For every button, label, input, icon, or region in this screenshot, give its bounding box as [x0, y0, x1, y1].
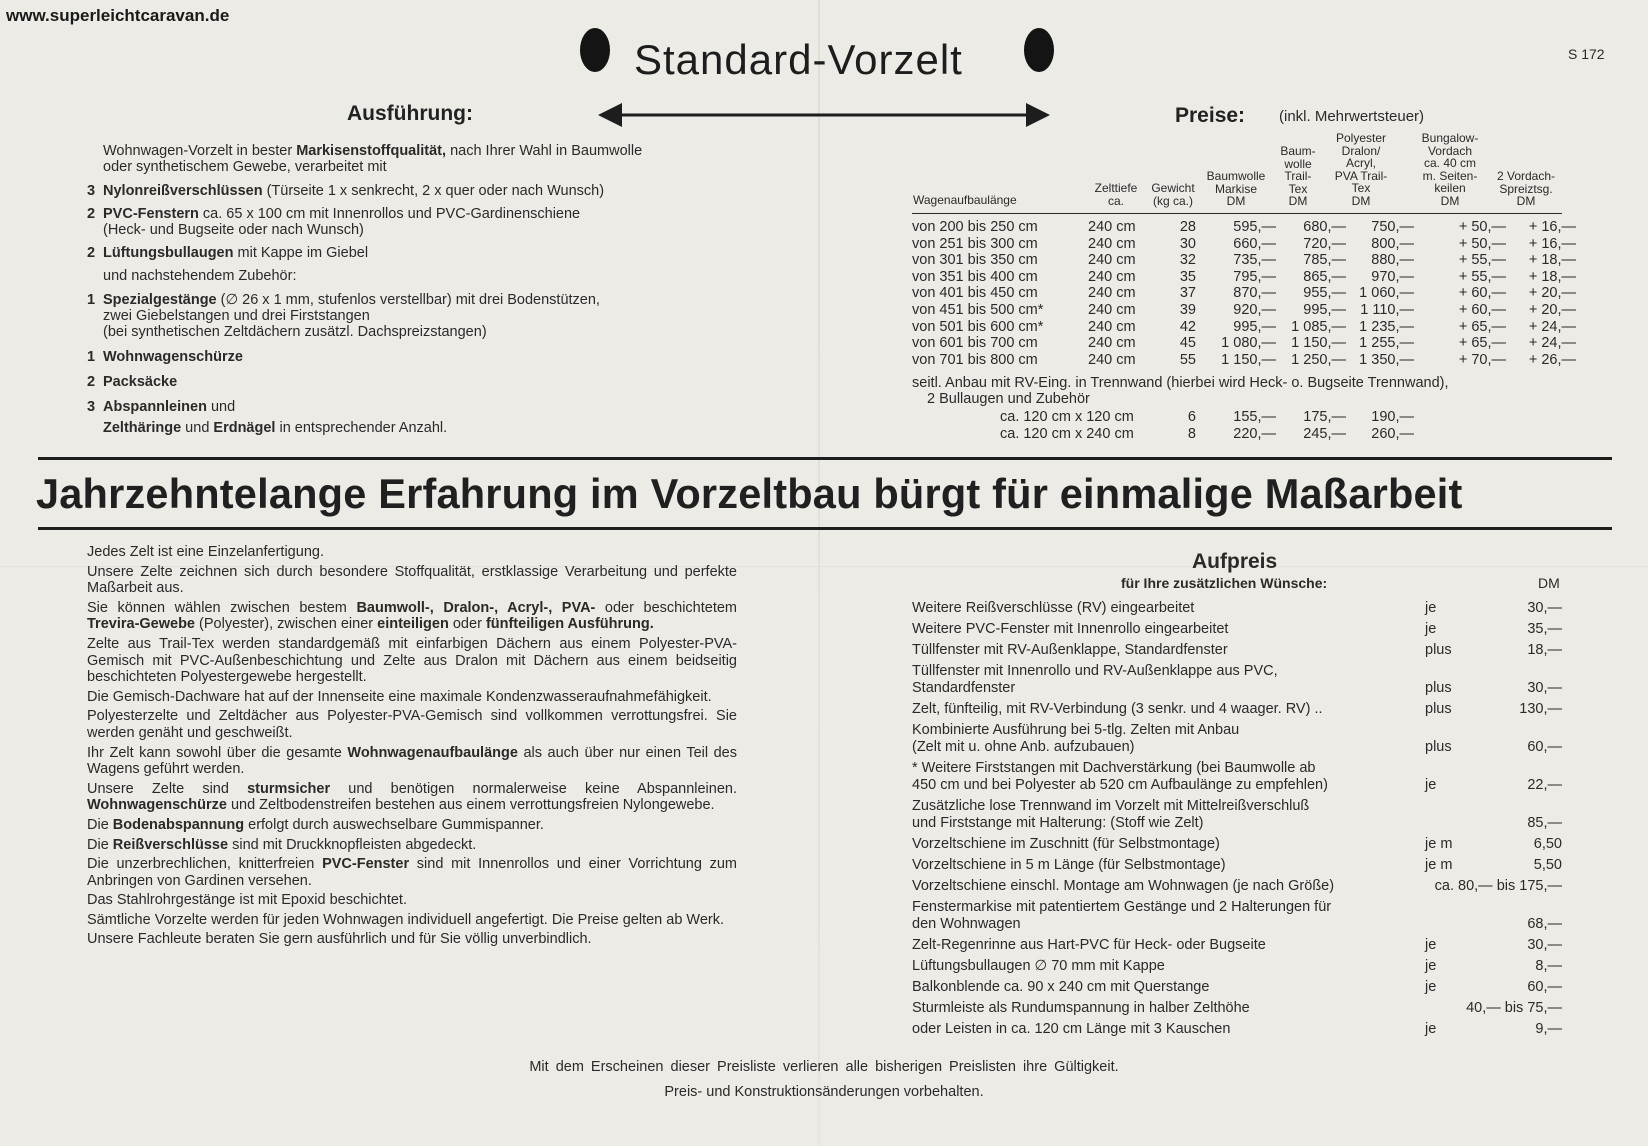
aufpreis-price: 22,—: [1527, 777, 1562, 793]
table-cell: 8: [1187, 426, 1196, 442]
table-cell: 1 110,—: [1360, 302, 1414, 318]
banner-rule-bottom: [38, 527, 1612, 530]
aufpreis-unit: plus: [1425, 701, 1452, 717]
table-cell: von 401 bis 450 cm: [912, 285, 1038, 302]
aufpreis-item: [912, 600, 1562, 617]
aufpreis-price: 8,—: [1535, 958, 1562, 974]
table-cell: 680,—: [1303, 219, 1346, 235]
table-cell: 6: [1187, 409, 1196, 425]
table-cell: + 18,—: [1528, 252, 1576, 269]
table-cell: + 26,—: [1528, 351, 1576, 368]
aufpreis-price: 130,—: [1519, 701, 1562, 717]
description-paragraph: Sie können wählen zwischen bestem Baumwoll-, Dralon-, Acryl-, PVA- oder beschichtetem Trevira-Gewebe (Polyester), zwischen einer einteiligen oder fünfteiligen Ausführung.: [87, 599, 737, 633]
aufpreis-item: [912, 621, 1562, 638]
aufpreis-description: Vorzeltschiene im Zuschnitt (für Selbstmontage): [912, 836, 1220, 852]
description-paragraph: Ihr Zelt kann sowohl über die gesamte Wohnwagenaufbaulänge als auch über nur einen Teil des Wagens geführt werden.: [87, 744, 737, 778]
aufpreis-description: Zelt, fünfteilig, mit RV-Verbindung (3 senkr. und 4 waager. RV) ..: [912, 701, 1323, 717]
aufpreis-unit: je: [1425, 621, 1437, 637]
aufpreis-price: 35,—: [1527, 621, 1562, 637]
aufpreis-description: Balkonblende ca. 90 x 240 cm mit Querstange: [912, 979, 1210, 995]
description-paragraph: Jedes Zelt ist eine Einzelanfertigung.: [87, 544, 324, 560]
aufpreis-item: [912, 857, 1562, 874]
aufpreis-description: Kombinierte Ausführung bei 5-tlg. Zelten mit Anbau: [912, 722, 1240, 738]
table-cell: 55: [1179, 351, 1196, 368]
table-cell: 800,—: [1371, 235, 1414, 252]
table-cell: + 16,—: [1528, 219, 1576, 235]
aufpreis-unit: plus: [1425, 739, 1452, 755]
aufpreis-price: 6,50: [1533, 836, 1562, 852]
table-row: [912, 318, 1576, 336]
aufpreis-unit: je m: [1425, 857, 1453, 873]
table-cell: ca. 120 cm x 240 cm: [1000, 426, 1134, 442]
table-cell: 1 255,—: [1359, 335, 1414, 352]
table-cell: 32: [1179, 252, 1196, 269]
aufpreis-item: [912, 836, 1562, 853]
aufpreis-description: Weitere PVC-Fenster mit Innenrollo eingearbeitet: [912, 621, 1229, 637]
col-header-trailtex: Baum- wolle Trail- Tex DM: [1280, 144, 1316, 208]
intro-line-1: Wohnwagen-Vorzelt in bester Markisenstoffqualität, nach Ihrer Wahl in Baumwolle: [103, 143, 643, 159]
col-header-weight: Gewicht (kg ca.): [1151, 181, 1195, 208]
table-cell: 1 235,—: [1359, 318, 1414, 335]
aufpreis-description: 450 cm und bei Polyester ab 520 cm Aufbaulänge zu empfehlen): [912, 777, 1328, 793]
preise-heading: Preise:: [1175, 104, 1246, 127]
table-cell: 45: [1179, 335, 1196, 352]
table-cell: 39: [1179, 302, 1196, 318]
aufpreis-price: 30,—: [1527, 600, 1562, 616]
site-watermark: www.superleichtcaravan.de: [6, 6, 230, 25]
table-cell: von 251 bis 300 cm: [912, 235, 1038, 252]
description-paragraph: Die Gemisch-Dachware hat auf der Innenseite eine maximale Kondenzwasseraufnahmefähigkeit.: [87, 688, 712, 705]
aufpreis-unit: je: [1425, 979, 1437, 995]
table-cell: + 50,—: [1458, 219, 1506, 235]
table-row: [912, 285, 1576, 302]
table-cell: 1 060,—: [1359, 285, 1414, 302]
table-cell: 595,—: [1233, 219, 1276, 235]
table-cell: + 55,—: [1458, 252, 1506, 269]
table-cell: + 20,—: [1528, 302, 1576, 318]
aufpreis-item: [912, 642, 1562, 659]
col-header-bungalow: Bungalow- Vordach ca. 40 cm m. Seiten- keilen DM: [1421, 131, 1479, 208]
col-header-polyester: Polyester Dralon/ Acryl, PVA Trail- Tex DM: [1334, 131, 1388, 208]
table-cell: 240 cm: [1088, 335, 1136, 352]
annex-note: 2 Bullaugen und Zubehör: [927, 391, 1090, 407]
col-header-length: Wagenaufbaulänge: [913, 193, 1017, 207]
aufpreis-subheading: für Ihre zusätzlichen Wünsche:: [1121, 575, 1328, 591]
table-cell: 240 cm: [1088, 302, 1136, 318]
aufpreis-currency: DM: [1538, 575, 1560, 591]
aufpreis-unit: je: [1425, 777, 1437, 793]
description-paragraph: Das Stahlrohrgestänge ist mit Epoxid beschichtet.: [87, 892, 407, 909]
aufpreis-item: [912, 958, 1562, 975]
aufpreis-price: 18,—: [1527, 642, 1562, 658]
aufpreis-unit: je: [1425, 937, 1437, 953]
aufpreis-description: Fenstermarkise mit patentiertem Gestänge und 2 Halterungen für: [912, 899, 1332, 915]
table-cell: 190,—: [1371, 409, 1414, 425]
aufpreis-item: [912, 722, 1562, 756]
aufpreis-description: Tüllfenster mit RV-Außenklappe, Standardfenster: [912, 642, 1228, 658]
table-cell: 660,—: [1233, 235, 1276, 252]
aufpreis-item: [912, 937, 1562, 954]
table-cell: 240 cm: [1088, 318, 1136, 335]
table-cell: 155,—: [1233, 409, 1276, 425]
table-cell: von 601 bis 700 cm: [912, 335, 1038, 352]
description-paragraph: Zelte aus Trail-Tex werden standardgemäß mit einfarbigen Dächern aus einem Polyester-PVA-Gemisch mit PVC-Außenbeschichtung und Zelte aus Dralon mit Dächern aus einem beidseitig beschichteten Polyestergewebe hergestellt.: [87, 635, 737, 686]
aufpreis-unit: je: [1425, 1021, 1437, 1037]
aufpreis-item: [912, 663, 1562, 697]
banner-rule-top: [38, 457, 1612, 460]
description-paragraph: Unsere Fachleute beraten Sie gern ausführlich und für Sie völlig unverbindlich.: [87, 931, 592, 948]
table-cell: + 24,—: [1528, 335, 1576, 352]
aufpreis-description: den Wohnwagen: [912, 916, 1021, 932]
aufpreis-price: 60,—: [1527, 739, 1562, 755]
table-cell: 1 150,—: [1291, 335, 1346, 352]
aufpreis-price: 85,—: [1527, 815, 1562, 831]
footer-validity: Mit dem Erscheinen dieser Preisliste verlieren alle bisherigen Preislisten ihre Gültigkeit.: [529, 1059, 1119, 1075]
table-cell: ca. 120 cm x 120 cm: [1000, 409, 1134, 425]
table-cell: von 200 bis 250 cm: [912, 219, 1038, 235]
table-cell: von 701 bis 800 cm: [912, 351, 1038, 368]
table-cell: 1 085,—: [1291, 318, 1346, 335]
aufpreis-description: Tüllfenster mit Innenrollo und RV-Außenklappe aus PVC,: [912, 663, 1278, 679]
table-cell: 240 cm: [1088, 252, 1136, 269]
table-cell: 30: [1179, 235, 1196, 252]
table-cell: 220,—: [1233, 426, 1276, 442]
aufpreis-price: 40,— bis 75,—: [1466, 1000, 1562, 1016]
table-cell: + 65,—: [1458, 335, 1506, 352]
aufpreis-item: [912, 878, 1562, 895]
table-cell: + 24,—: [1528, 318, 1576, 335]
table-cell: + 60,—: [1458, 285, 1506, 302]
col-header-depth: Zelttiefe ca.: [1094, 181, 1138, 208]
description-paragraph: Polyesterzelte und Zeltdächer aus Polyester-PVA-Gemisch sind vollkommen verrottungsfrei. Sie werden genäht und geschweißt.: [87, 708, 737, 741]
aufpreis-description: Sturmleiste als Rundumspannung in halber Zelthöhe: [912, 1000, 1250, 1016]
page-title: Standard-Vorzelt: [634, 36, 963, 83]
table-cell: 175,—: [1303, 409, 1346, 425]
table-cell: 28: [1179, 219, 1196, 235]
table-cell: 785,—: [1303, 252, 1346, 269]
table-row: [912, 351, 1576, 369]
table-cell: 260,—: [1371, 426, 1414, 442]
col-header-spreiz: 2 Vordach- Spreiztsg. DM: [1496, 169, 1556, 208]
aufpreis-item: [912, 798, 1562, 832]
aufpreis-price: 60,—: [1527, 979, 1562, 995]
aufpreis-item: [912, 760, 1562, 794]
annex-row: [912, 409, 1562, 426]
aufpreis-item: [912, 899, 1562, 933]
aufpreis-unit: je m: [1425, 836, 1453, 852]
table-row: [912, 252, 1576, 269]
table-cell: 995,—: [1233, 318, 1276, 335]
aufpreis-description: Weitere Reißverschlüsse (RV) eingearbeitet: [912, 600, 1195, 616]
aufpreis-heading: Aufpreis: [1192, 550, 1278, 573]
description-text: [87, 544, 737, 951]
aufpreis-description: (Zelt mit u. ohne Anb. aufzubauen): [912, 739, 1135, 755]
tax-note: (inkl. Mehrwertsteuer): [1279, 108, 1425, 125]
ausfuehrung-list: Wohnwagen-Vorzelt in bester Markisenstoffqualität, nach Ihrer Wahl in Baumwolle oder synthetischem Gewebe, verarbeitet mit 3 Nylonreißverschlüssen (Türseite 1 x senkrecht, 2 x quer oder nach Wunsch) 2 PVC-Fenstern ca. 65 x 100 cm mit Innenrollos und PVC-Gardinenschiene (Heck- und Bugseite oder nach Wunsch) 2 Lüftungsbullaugen mit Kappe im Giebel und nachstehendem Zubehör: 1 Spezialgestänge (∅ 26 x 1 mm, stufenlos verstellbar) mit drei Bodenstützen, zwei Giebelstangen und drei Firststangen (bei synthetischen Zeltdächern zusätzl. Dachspreizstangen) 1 Wohnwagenschürze 2 Packsäcke 3 Abspannleinen und Zelthäringe und Erdnägel in entsprechender Anzahl.: [87, 143, 643, 436]
intro-line-2: oder synthetischem Gewebe, verarbeitet mit: [103, 159, 387, 175]
table-cell: 870,—: [1233, 285, 1276, 302]
description-paragraph: Die Reißverschlüsse sind mit Druckknopfleisten abgedeckt.: [87, 836, 477, 853]
table-cell: + 50,—: [1458, 235, 1506, 252]
table-cell: 1 150,—: [1221, 351, 1276, 368]
aufpreis-unit: je: [1425, 600, 1437, 616]
table-cell: 240 cm: [1088, 351, 1136, 368]
aufpreis-description: Zusätzliche lose Trennwand im Vorzelt mit Mittelreißverschluß: [912, 798, 1310, 814]
table-row: [912, 302, 1576, 319]
table-cell: 865,—: [1303, 268, 1346, 285]
table-cell: 720,—: [1303, 235, 1346, 252]
table-cell: von 351 bis 400 cm: [912, 268, 1038, 285]
table-cell: 240 cm: [1088, 268, 1136, 285]
table-cell: 970,—: [1371, 268, 1414, 285]
aufpreis-description: Standardfenster: [912, 680, 1016, 696]
aufpreis-price: 30,—: [1527, 937, 1562, 953]
table-cell: + 70,—: [1458, 351, 1506, 368]
description-paragraph: Die Bodenabspannung erfolgt durch auswechselbare Gummispanner.: [87, 816, 544, 833]
col-header-cotton: Baumwolle Markise DM: [1206, 169, 1266, 208]
aufpreis-description: Zelt-Regenrinne aus Hart-PVC für Heck- oder Bugseite: [912, 937, 1266, 953]
table-cell: 245,—: [1303, 426, 1346, 442]
table-cell: 240 cm: [1088, 235, 1136, 252]
aufpreis-item: [912, 979, 1562, 996]
aufpreis-unit: je: [1425, 958, 1437, 974]
table-cell: von 451 bis 500 cm*: [912, 302, 1044, 318]
table-cell: + 18,—: [1528, 268, 1576, 285]
aufpreis-price: ca. 80,— bis 175,—: [1434, 878, 1562, 894]
aufpreis-price: 68,—: [1527, 916, 1562, 932]
table-cell: + 60,—: [1458, 302, 1506, 318]
table-cell: 795,—: [1233, 268, 1276, 285]
aufpreis-price: 30,—: [1527, 680, 1562, 696]
table-cell: 1 080,—: [1221, 335, 1276, 352]
aufpreis-description: und Firststange mit Halterung: (Stoff wie Zelt): [912, 815, 1204, 831]
table-cell: 995,—: [1303, 302, 1346, 318]
table-cell: 35: [1179, 268, 1196, 285]
table-cell: + 65,—: [1458, 318, 1506, 335]
table-cell: von 501 bis 600 cm*: [912, 318, 1044, 335]
aufpreis-description: oder Leisten in ca. 120 cm Länge mit 3 Kauschen: [912, 1021, 1231, 1037]
table-cell: 955,—: [1303, 285, 1346, 302]
aufpreis-description: * Weitere Firststangen mit Dachverstärkung (bei Baumwolle ab: [912, 760, 1316, 776]
aufpreis-unit: plus: [1425, 680, 1452, 696]
table-row: [912, 235, 1576, 253]
table-row: [912, 268, 1576, 286]
table-cell: 240 cm: [1088, 285, 1136, 302]
table-cell: + 16,—: [1528, 235, 1576, 252]
table-row: [912, 335, 1576, 352]
price-table: [0, 0, 1648, 440]
aufpreis-price: 5,50: [1533, 857, 1562, 873]
table-cell: 42: [1179, 318, 1196, 335]
description-paragraph: Unsere Zelte zeichnen sich durch besondere Stoffqualität, erstklassige Verarbeitung und perfekte Maßarbeit aus.: [87, 563, 737, 597]
table-cell: 240 cm: [1088, 219, 1136, 235]
description-paragraph: Sämtliche Vorzelte werden für jeden Wohnwagen individuell angefertigt. Die Preise gelten ab Werk.: [87, 911, 725, 928]
aufpreis-price: 9,—: [1535, 1021, 1562, 1037]
aufpreis-description: Vorzeltschiene einschl. Montage am Wohnwagen (je nach Größe): [912, 878, 1335, 894]
table-cell: 920,—: [1233, 302, 1276, 318]
page-number: S 172: [1568, 46, 1605, 62]
table-cell: 1 350,—: [1359, 351, 1414, 368]
table-cell: von 301 bis 350 cm: [912, 252, 1038, 269]
table-cell: + 55,—: [1458, 268, 1506, 285]
table-header-rule: [912, 213, 1562, 214]
table-cell: 1 250,—: [1291, 351, 1346, 368]
aufpreis-item: [912, 1000, 1562, 1017]
aufpreis-description: Lüftungsbullaugen ∅ 70 mm mit Kappe: [912, 958, 1165, 974]
description-paragraph: Unsere Zelte sind sturmsicher und benötigen normalerweise keine Abspannleinen. Wohnwagenschürze und Zeltbodenstreifen bestehen aus einem verrottungsfreien Nylongewebe.: [87, 780, 738, 814]
aufpreis-unit: plus: [1425, 642, 1452, 658]
annex-note: seitl. Anbau mit RV-Eing. in Trennwand (hierbei wird Heck- o. Bugseite Trennwand),: [912, 375, 1449, 391]
footer-reservation: Preis- und Konstruktionsänderungen vorbehalten.: [664, 1084, 984, 1100]
table-cell: 750,—: [1371, 219, 1414, 235]
annex-row: [912, 426, 1562, 443]
aufpreis-item: [912, 701, 1562, 718]
table-cell: 37: [1179, 285, 1196, 302]
ausfuehrung-heading: Ausführung:: [347, 102, 473, 125]
description-paragraph: Die unzerbrechlichen, knitterfreien PVC-Fenster sind mit Innenrollos und einer Vorrichtung zum Anbringen von Gardinen versehen.: [87, 856, 737, 889]
table-cell: 735,—: [1233, 252, 1276, 269]
aufpreis-description: Vorzeltschiene in 5 m Länge (für Selbstmontage): [912, 857, 1226, 873]
table-cell: 880,—: [1371, 252, 1414, 269]
banner-headline: Jahrzehntelange Erfahrung im Vorzeltbau bürgt für einmalige Maßarbeit: [36, 470, 1463, 517]
table-cell: + 20,—: [1528, 285, 1576, 302]
aufpreis-item: [912, 1021, 1562, 1038]
table-row: [912, 219, 1576, 236]
